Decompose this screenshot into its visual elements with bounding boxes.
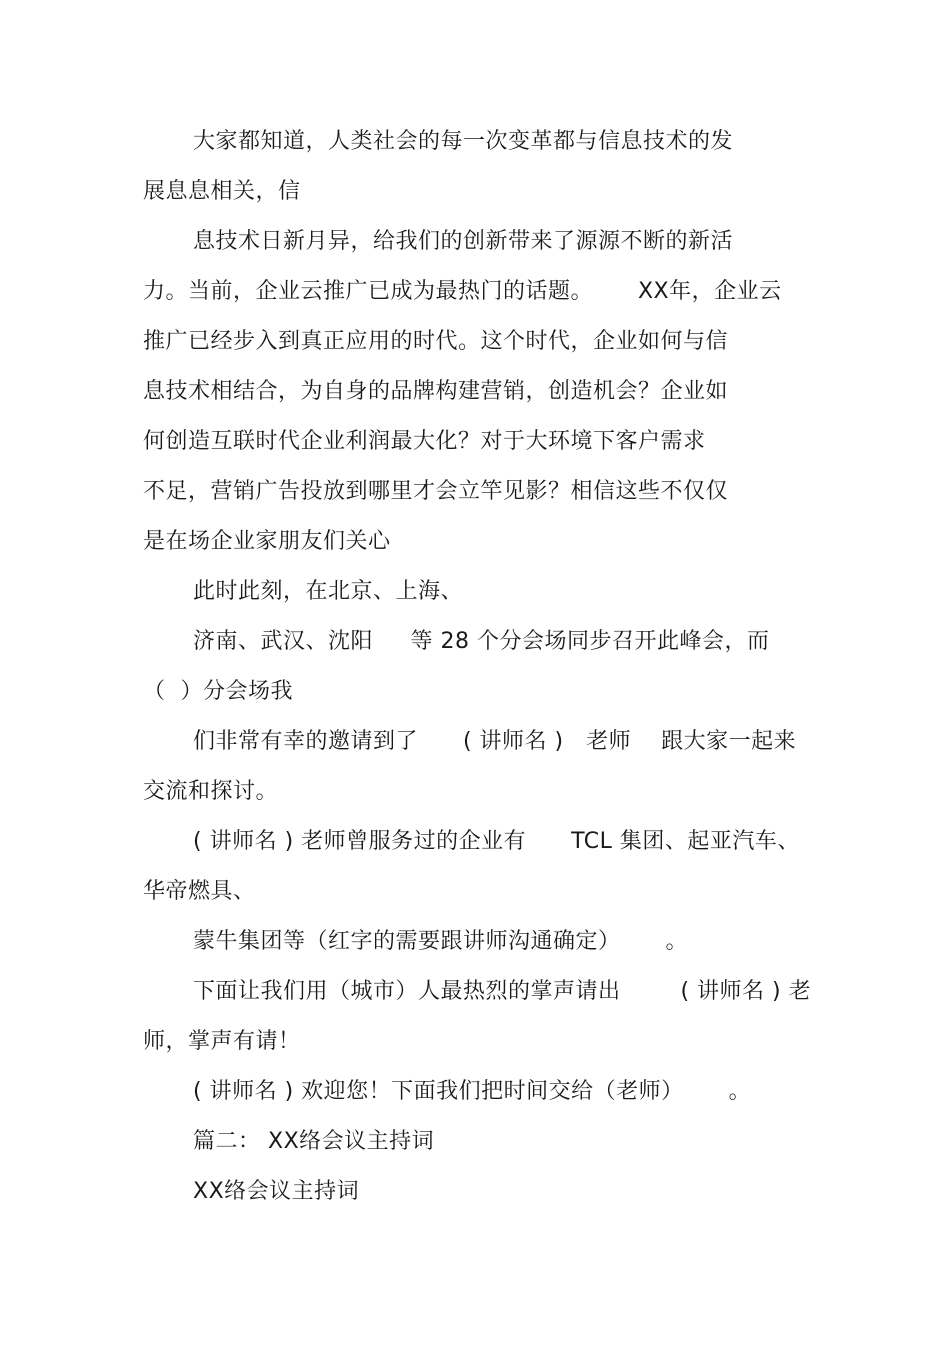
text-line: 华帝燃具、 [143, 879, 256, 904]
text-line: 息技术相结合，为自身的品牌构建营销，创造机会？企业如 [143, 379, 729, 404]
text-line: ( 讲师名 ) 欢迎您！下面我们把时间交给（老师） 。 [193, 1079, 752, 1104]
text-line: 大家都知道，人类社会的每一次变革都与信息技术的发 [193, 129, 734, 154]
text-line: 交流和探讨。 [143, 779, 279, 804]
text-line: 是在场企业家朋友们关心 [143, 529, 391, 554]
text-line: 力。当前，企业云推广已成为最热门的话题。 XX年，企业云 [143, 279, 782, 304]
text-line: （ ）分会场我 [143, 679, 293, 704]
section-heading: 篇二： XX络会议主持词 [193, 1129, 435, 1154]
text-line: 展息息相关，信 [143, 179, 301, 204]
text-line: 息技术日新月异，给我们的创新带来了源源不断的新活 [193, 229, 734, 254]
text-line: 下面让我们用（城市）人最热烈的掌声请出 ( 讲师名 ) 老 [193, 979, 812, 1004]
text-line: 济南、武汉、沈阳 等 28 个分会场同步召开此峰会，而 [193, 629, 770, 654]
text-line: 此时此刻，在北京、上海、 [193, 579, 464, 604]
text-line: ( 讲师名 ) 老师曾服务过的企业有 TCL 集团、起亚汽车、 [193, 829, 800, 854]
text-line: 何创造互联时代企业利润最大化？对于大环境下客户需求 [143, 429, 706, 454]
text-line: 推广已经步入到真正应用的时代。这个时代，企业如何与信 [143, 329, 729, 354]
text-line: 师，掌声有请！ [143, 1029, 301, 1054]
text-line: 蒙牛集团等（红字的需要跟讲师沟通确定） 。 [193, 929, 688, 954]
section-title: XX络会议主持词 [193, 1179, 360, 1204]
text-line: 不足，营销广告投放到哪里才会立竿见影？相信这些不仅仅 [143, 479, 729, 504]
text-line: 们非常有幸的邀请到了 ( 讲师名 ) 老师 跟大家一起来 [193, 729, 797, 754]
